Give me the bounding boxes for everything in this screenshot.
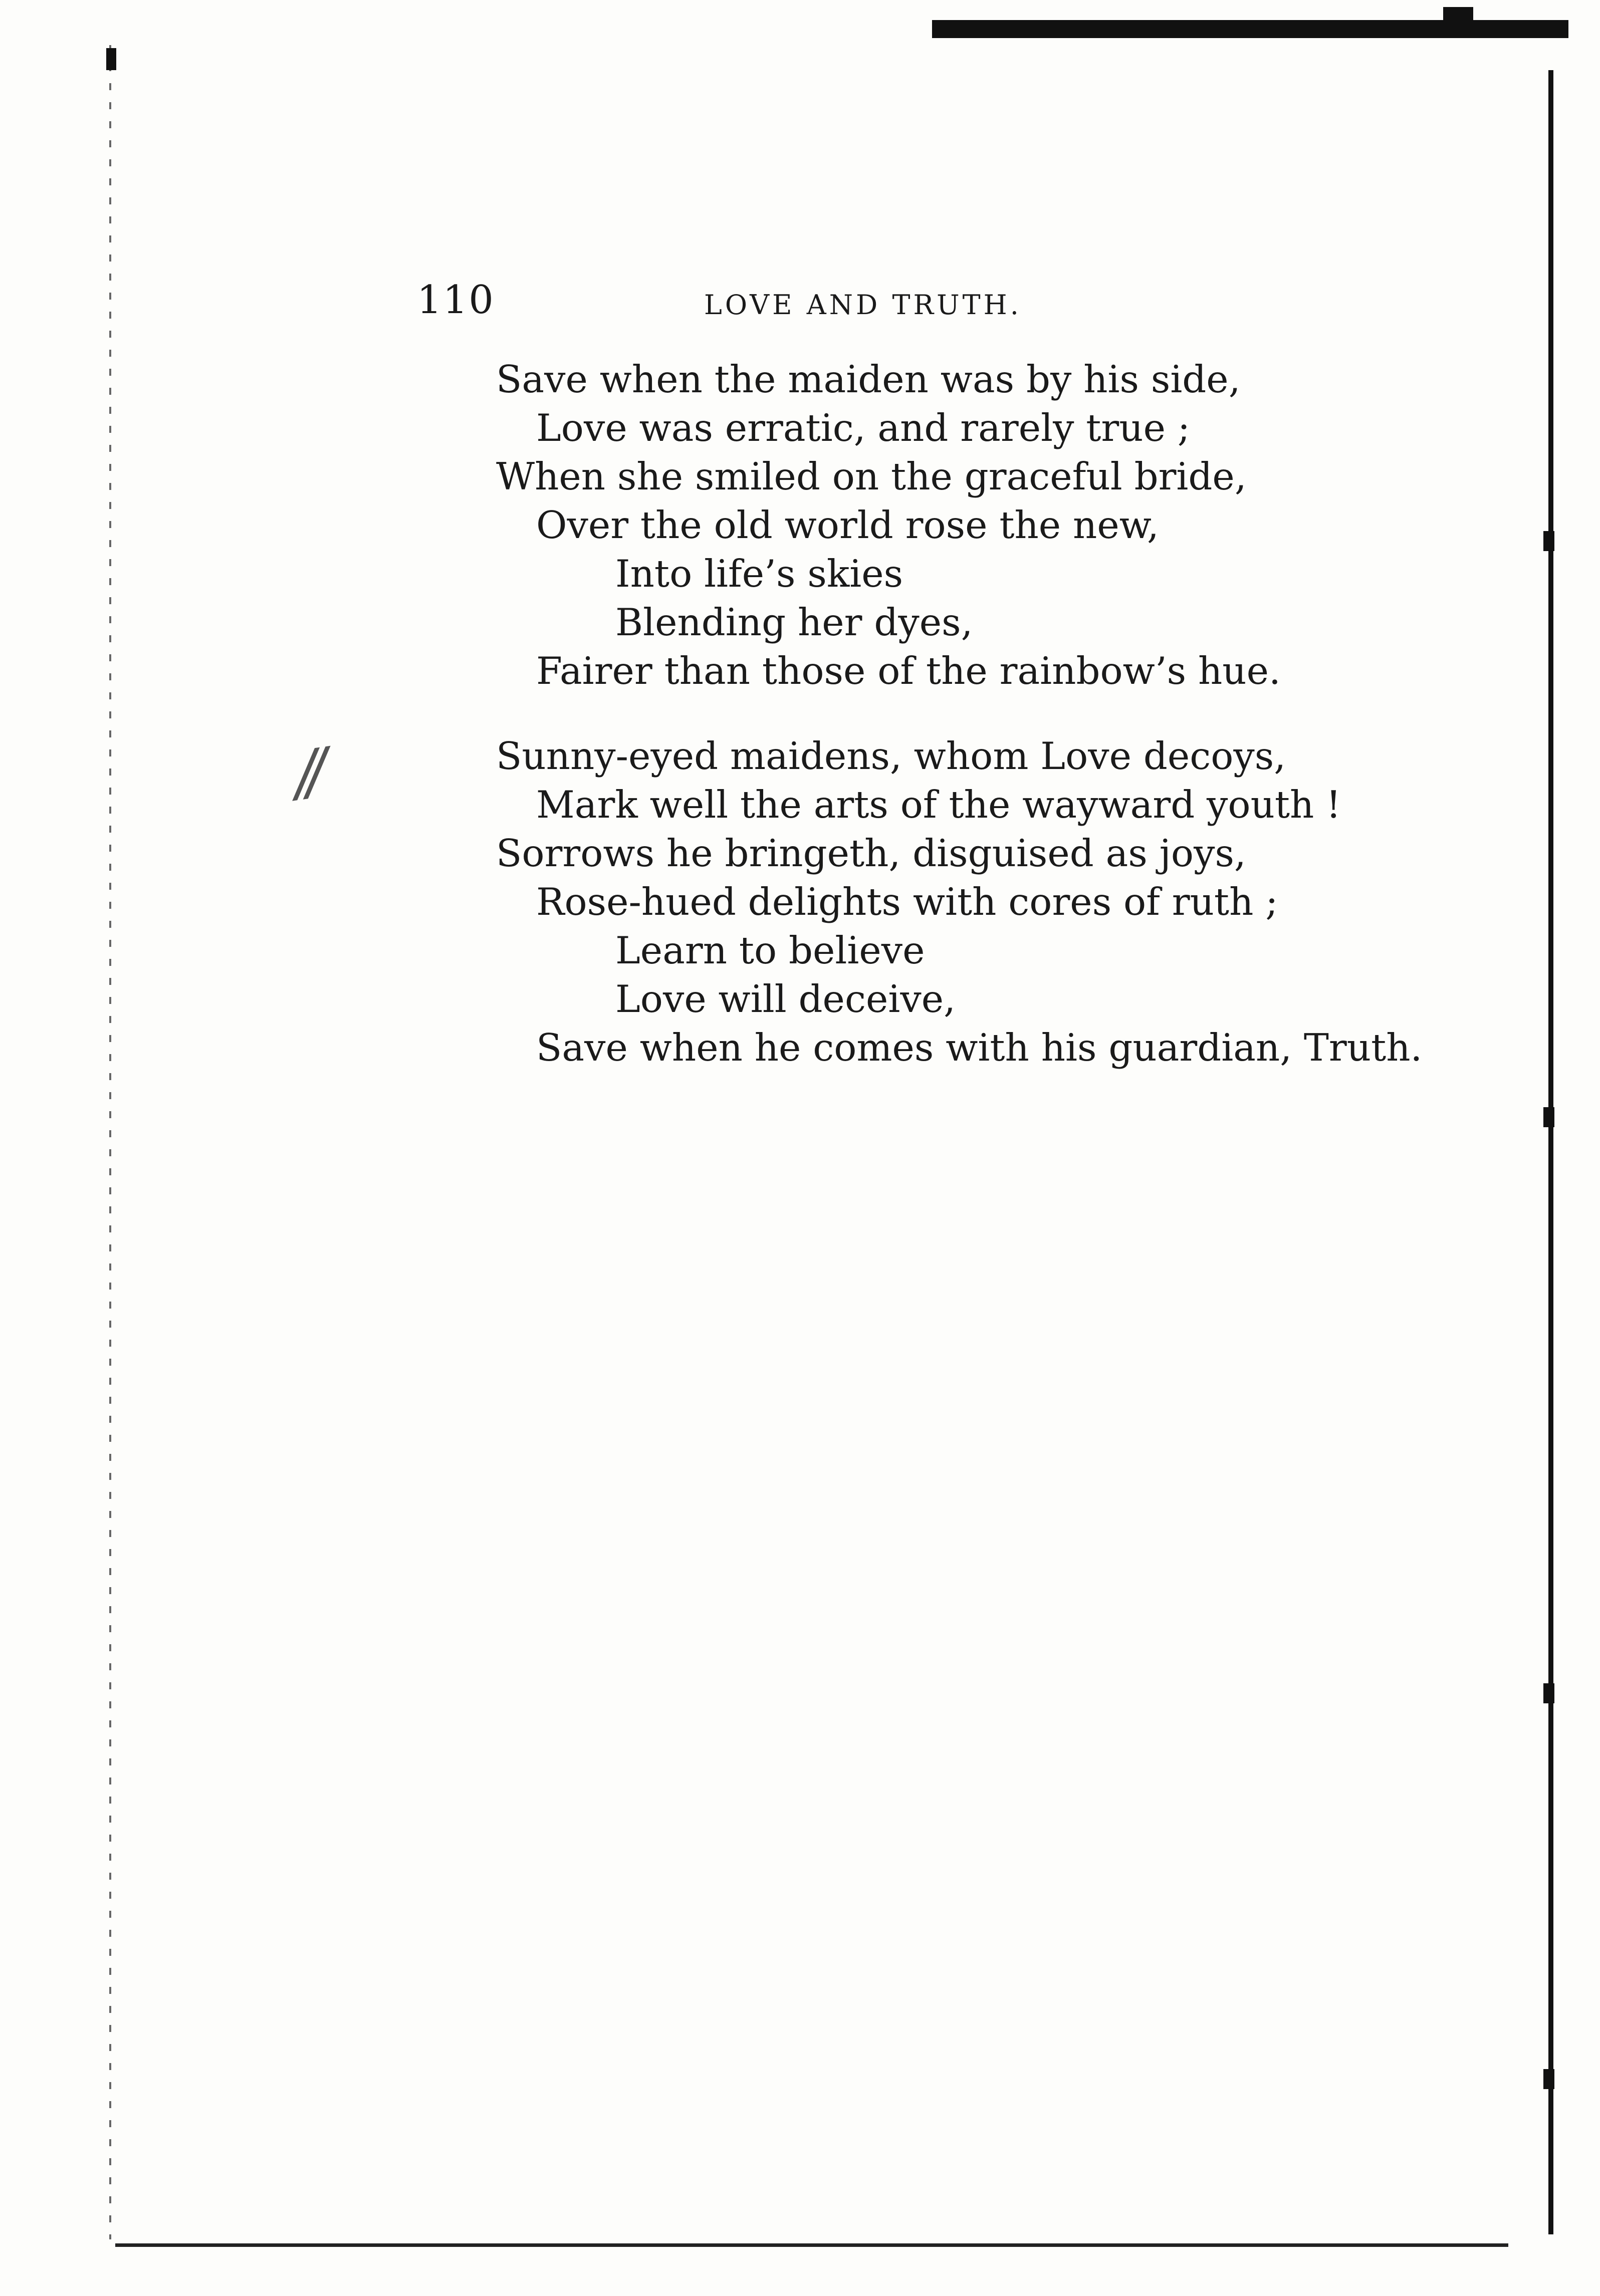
scan-edge-left [109, 45, 111, 2239]
poem-line: Sorrows he bringeth, disguised as joys, [496, 831, 1246, 875]
page-number: 110 [417, 278, 495, 323]
poem-line: Mark well the arts of the wayward youth ! [536, 783, 1341, 827]
scan-edge-right-mark [1543, 1683, 1554, 1703]
scan-edge-bottom [115, 2243, 1508, 2247]
poem-line: Save when he comes with his guardian, Truth. [536, 1026, 1423, 1070]
scan-edge-top-notch [1443, 7, 1473, 22]
scan-edge-right-mark [1543, 1107, 1554, 1127]
poem-line: Blending her dyes, [615, 600, 973, 644]
pencil-annotation: ⁄⁄ [295, 735, 328, 814]
poem-line: Sunny-eyed maidens, whom Love decoys, [496, 734, 1286, 778]
poem-line: Save when the maiden was by his side, [496, 357, 1241, 401]
poem-line: Love was erratic, and rarely true ; [536, 406, 1191, 450]
scan-edge-right-mark [1543, 2069, 1554, 2089]
running-head: LOVE AND TRUTH. [704, 289, 1022, 321]
scan-edge-right [1548, 70, 1553, 2234]
poem-line: Rose-hued delights with cores of ruth ; [536, 880, 1278, 924]
poem-line: Into life’s skies [615, 552, 903, 596]
scan-edge-top [932, 20, 1568, 38]
poem-line: When she smiled on the graceful bride, [496, 454, 1247, 498]
poem-line: Love will deceive, [615, 977, 956, 1021]
poem-line: Fairer than those of the rainbow’s hue. [536, 649, 1281, 693]
poem-line: Over the old world rose the new, [536, 503, 1159, 547]
scan-corner-mark [106, 48, 116, 70]
poem-line: Learn to believe [615, 928, 925, 972]
scan-edge-right-mark [1543, 531, 1554, 551]
